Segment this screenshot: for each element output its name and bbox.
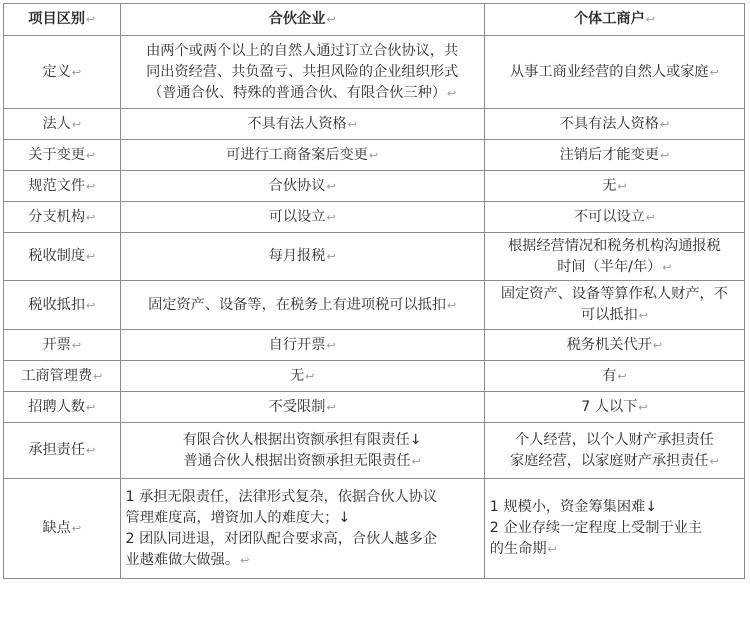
cell-text: 定义 (42, 63, 71, 80)
table-body (4, 36, 745, 579)
paragraph-mark: ↩ (447, 298, 457, 312)
cell-text: 有限合伙人根据出资额承担有限责任↓ (182, 431, 422, 448)
paragraph-mark: ↩ (240, 553, 250, 567)
paragraph-mark: ↩ (86, 444, 96, 457)
paragraph-mark: ↩ (326, 179, 336, 193)
paragraph-mark: ↩ (71, 522, 82, 535)
cell-item (4, 36, 121, 109)
paragraph-mark: ↩ (93, 369, 103, 383)
cell-partnership (120, 36, 484, 109)
cell-text: 法人 (42, 115, 71, 132)
cell-text: 每月报税 (268, 248, 326, 264)
cell-text: 税务机关代开 (566, 336, 652, 353)
cell-text: 无 (602, 177, 617, 194)
cell-individual (484, 479, 744, 579)
paragraph-mark: ↩ (86, 400, 96, 414)
cell-text: 税收制度 (28, 248, 86, 264)
paragraph-mark: ↩ (326, 338, 336, 352)
cell-text: 不可以设立 (573, 208, 645, 225)
cell-text: 2 团队同进退，对团队配合要求高，合伙人越多企 (125, 530, 438, 547)
cell-text: 注销后才能变更 (559, 146, 659, 163)
cell-partnership (120, 423, 484, 479)
cell-individual (484, 281, 744, 330)
table-row (4, 233, 745, 281)
cell-individual (484, 392, 744, 423)
cell-text: 承担责任 (28, 442, 86, 458)
paragraph-mark: ↩ (652, 338, 663, 352)
cell-text: 同出资经营、共负盈亏、共担风险的企业组织形式 (146, 63, 459, 80)
cell-item (4, 392, 121, 423)
cell-text: 2 企业存续一定程度上受制于业主 (489, 520, 702, 536)
cell-text: 无 (289, 367, 305, 384)
header-individual: 个体工商户↩ (484, 4, 744, 36)
table-row (4, 140, 745, 171)
cell-text: 家庭经营，以家庭财产承担责任 (509, 452, 709, 469)
paragraph-mark: ↩ (305, 369, 315, 383)
cell-individual (484, 202, 744, 233)
paragraph-mark: ↩ (447, 86, 457, 100)
cell-partnership (120, 109, 484, 140)
cell-text: 可以设立 (268, 208, 326, 225)
cell-text: 招聘人数 (28, 398, 86, 415)
paragraph-mark: ↩ (638, 400, 648, 414)
table-row (4, 392, 745, 423)
cell-item (4, 202, 121, 233)
cell-text: 税收抵扣 (28, 296, 86, 313)
cell-item (4, 479, 121, 579)
cell-individual (484, 233, 744, 281)
paragraph-mark: ↩ (326, 400, 336, 414)
paragraph-mark: ↩ (86, 148, 96, 162)
cell-item (4, 140, 121, 171)
cell-text: 从事工商业经营的自然人或家庭 (509, 63, 709, 80)
table-row (4, 423, 745, 479)
cell-text: 不具有法人资格 (559, 115, 659, 132)
paragraph-mark: ↩ (86, 250, 96, 263)
cell-text: 根据经营情况和税务机构沟通报税 (507, 237, 721, 254)
table-row (4, 36, 745, 109)
table-row (4, 330, 745, 361)
cell-text: 7 人以下 (581, 398, 638, 415)
cell-partnership (120, 202, 484, 233)
paragraph-mark: ↩ (347, 117, 357, 131)
header-partnership: 合伙企业↩ (120, 4, 484, 36)
cell-individual (484, 423, 744, 479)
cell-item (4, 109, 121, 140)
cell-text: 自行开票 (268, 336, 326, 353)
paragraph-mark: ↩ (709, 454, 719, 468)
cell-item (4, 281, 121, 330)
cell-partnership (120, 392, 484, 423)
cell-text: 分支机构 (28, 208, 86, 225)
table-row (4, 281, 745, 330)
paragraph-mark: ↩ (86, 210, 96, 224)
paragraph-mark: ↩ (71, 117, 82, 131)
cell-text: 普通合伙人根据出资额承担无限责任 (183, 452, 411, 469)
cell-individual (484, 109, 744, 140)
paragraph-mark: ↩ (659, 117, 670, 131)
paragraph-mark: ↩ (645, 210, 655, 224)
cell-text: 业越难做大做强。 (125, 551, 240, 568)
cell-partnership (120, 233, 484, 281)
cell-item (4, 423, 121, 479)
paragraph-mark: ↩ (638, 309, 648, 322)
cell-item (4, 361, 121, 392)
table-row (4, 171, 745, 202)
cell-partnership (120, 361, 484, 392)
paragraph-mark: ↩ (326, 210, 336, 224)
paragraph-mark: ↩ (617, 179, 627, 193)
cell-text: 缺点 (42, 520, 71, 536)
header-row (4, 4, 745, 36)
cell-text: 固定资产、设备等算作私人财产，不 (500, 286, 728, 302)
paragraph-mark: ↩ (369, 148, 379, 162)
cell-text: 固定资产、设备等，在税务上有进项税可以抵扣 (148, 296, 447, 313)
cell-partnership (120, 330, 484, 361)
paragraph-mark: ↩ (659, 148, 670, 162)
cell-item (4, 233, 121, 281)
cell-text: 有 (602, 367, 617, 384)
paragraph-mark: ↩ (71, 338, 82, 352)
cell-individual (484, 171, 744, 202)
cell-individual (484, 361, 744, 392)
cell-text: 可以抵扣 (580, 307, 638, 323)
cell-individual (484, 140, 744, 171)
paragraph-mark: ↩ (662, 260, 672, 274)
cell-text: 关于变更 (28, 146, 86, 163)
cell-text: 由两个或两个以上的自然人通过订立合伙协议，共 (146, 42, 459, 59)
cell-individual (484, 36, 744, 109)
table-row (4, 479, 745, 579)
cell-text: （普通合伙、特殊的普通合伙、有限合伙三种） (148, 84, 447, 101)
cell-text: 工商管理费 (21, 367, 93, 384)
paragraph-mark: ↩ (617, 369, 627, 383)
cell-text: 规范文件 (28, 177, 86, 194)
table-row (4, 202, 745, 233)
cell-text: 管理难度高，增资加人的难度大；↓ (125, 509, 351, 526)
cell-individual (484, 330, 744, 361)
cell-partnership (120, 281, 484, 330)
comparison-table (3, 3, 745, 579)
paragraph-mark: ↩ (411, 454, 421, 468)
cell-text: 时间（半年/年） (557, 258, 662, 275)
cell-text: 不受限制 (268, 398, 326, 415)
cell-partnership (120, 140, 484, 171)
table-row (4, 109, 745, 140)
cell-text: 个人经营，以个人财产承担责任 (515, 431, 714, 448)
cell-text: 1 规模小，资金筹集困难↓ (489, 499, 658, 515)
paragraph-mark: ↩ (326, 250, 336, 263)
cell-text: 开票 (42, 336, 71, 353)
cell-item (4, 330, 121, 361)
cell-text: 1 承担无限责任，法律形式复杂，依据合伙人协议 (125, 488, 438, 505)
cell-text: 的生命期 (489, 541, 547, 557)
cell-partnership (120, 479, 484, 579)
paragraph-mark: ↩ (547, 543, 557, 556)
cell-partnership (120, 171, 484, 202)
cell-text: 可进行工商备案后变更 (226, 146, 368, 163)
table-row (4, 361, 745, 392)
paragraph-mark: ↩ (86, 179, 96, 193)
paragraph-mark: ↩ (709, 65, 719, 79)
cell-text: 合伙协议 (268, 177, 326, 194)
cell-item (4, 171, 121, 202)
paragraph-mark: ↩ (71, 65, 82, 79)
header-item: 项目区别↩ (4, 4, 121, 36)
paragraph-mark: ↩ (86, 298, 96, 312)
cell-text: 不具有法人资格 (247, 115, 347, 132)
